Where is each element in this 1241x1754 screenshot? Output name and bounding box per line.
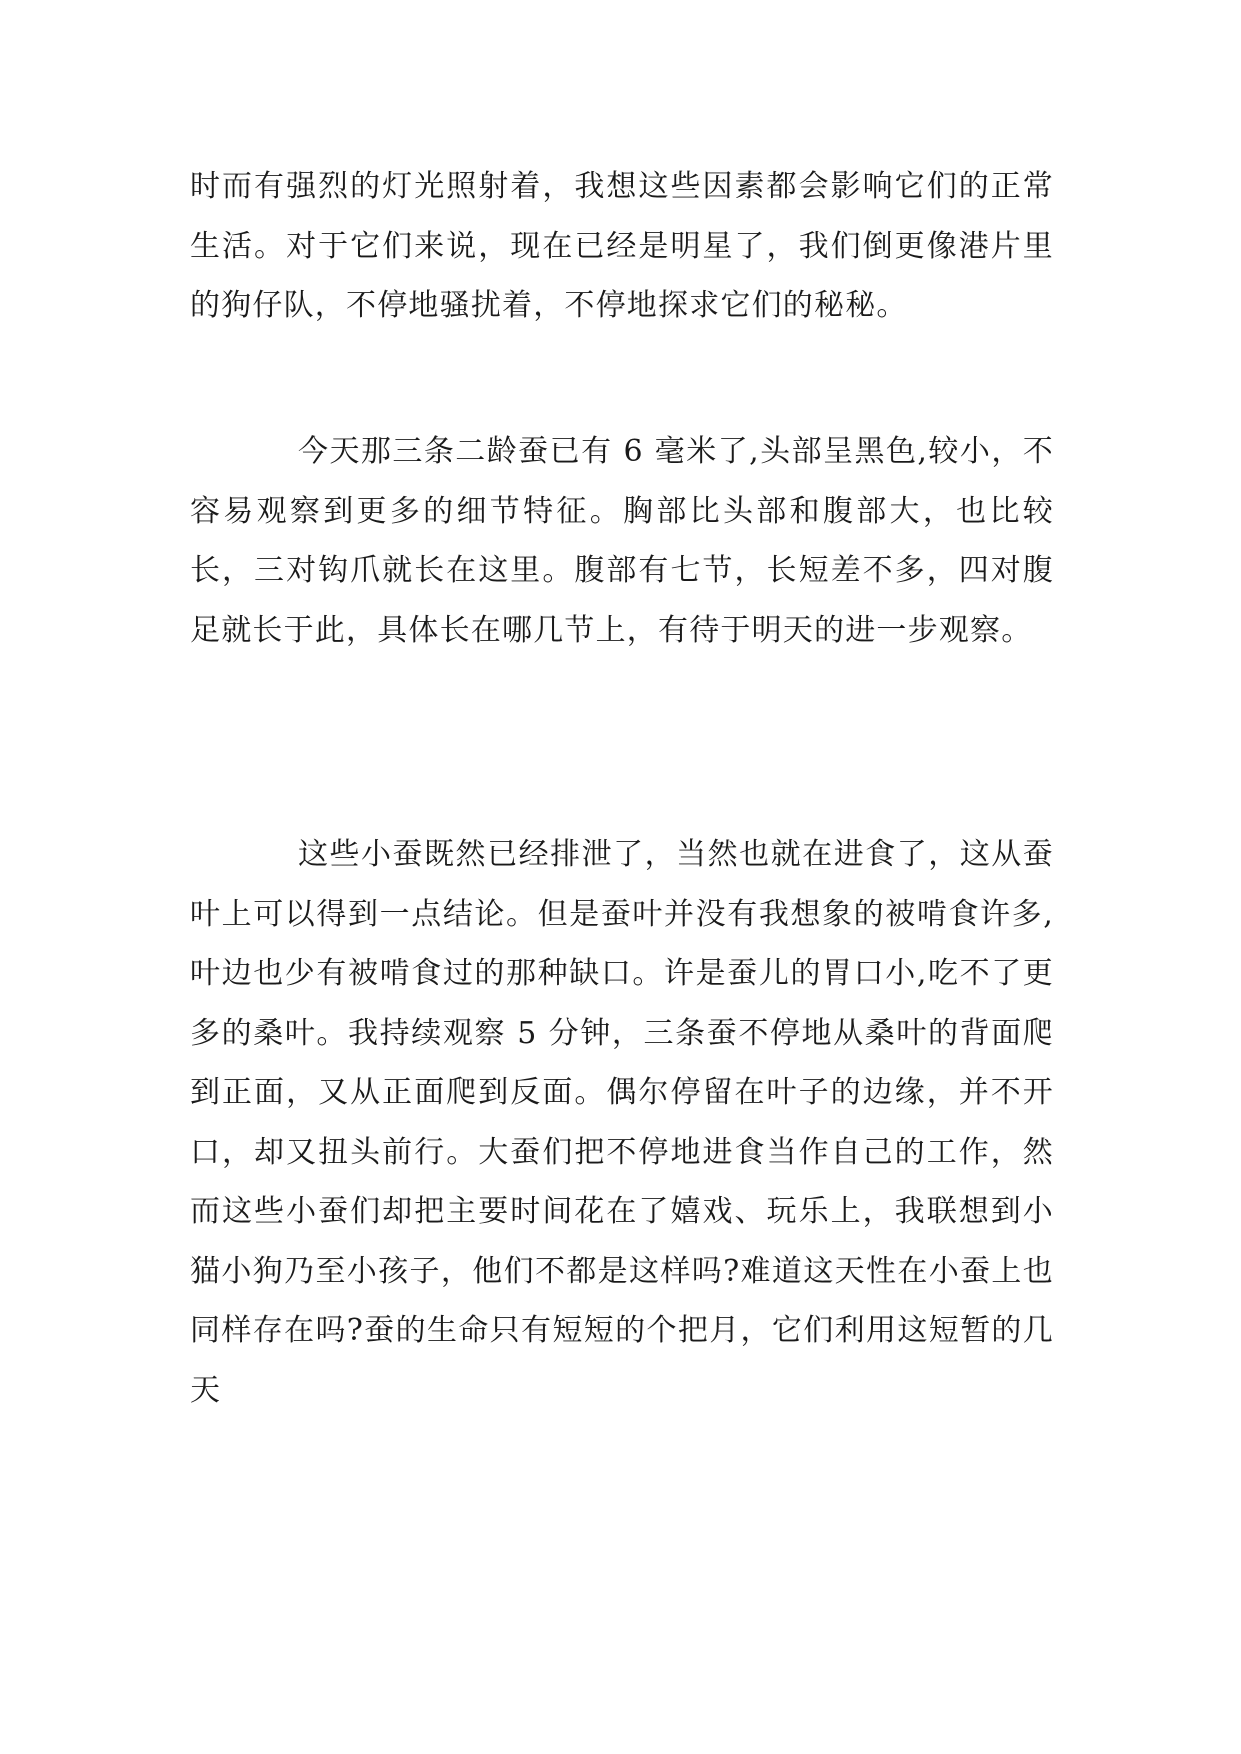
- paragraph-silkworm-anatomy: 今天那三条二龄蚕已有 6 毫米了,头部呈黑色,较小，不容易观察到更多的细节特征。胸部比头部和腹部大，也比较长，三对钩爪就长在这里。腹部有七节，长短差不多，四对腹足就长于此，具体长在哪几节上，有待于明天的进一步观察。: [190, 434, 1054, 648]
- paragraph-silkworm-feeding: 这些小蚕既然已经排泄了，当然也就在进食了，这从蚕叶上可以得到一点结论。但是蚕叶并没有我想象的被啃食许多,叶边也少有被啃食过的那种缺口。许是蚕儿的胃口小,吃不了更多的桑叶。我持续观察 5 分钟，三条蚕不停地从桑叶的背面爬到正面，又从正面爬到反面。偶尔停留在叶子的边缘，并不开口，却又扭头前行。大蚕们把不停地进食当作自己的工作，然而这些小蚕们却把主要时间花在了嬉戏、玩乐上，我联想到小猫小狗乃至小孩子，他们不都是这样吗?难道这天性在小蚕上也同样存在吗?蚕的生命只有短短的个把月，它们利用这短暂的几天: [190, 837, 1054, 1408]
- paragraph-continuation: 时而有强烈的灯光照射着，我想这些因素都会影响它们的正常生活。对于它们来说，现在已经是明星了，我们倒更像港片里的狗仔队，不停地骚扰着，不停地探求它们的秘秘。: [190, 169, 1054, 323]
